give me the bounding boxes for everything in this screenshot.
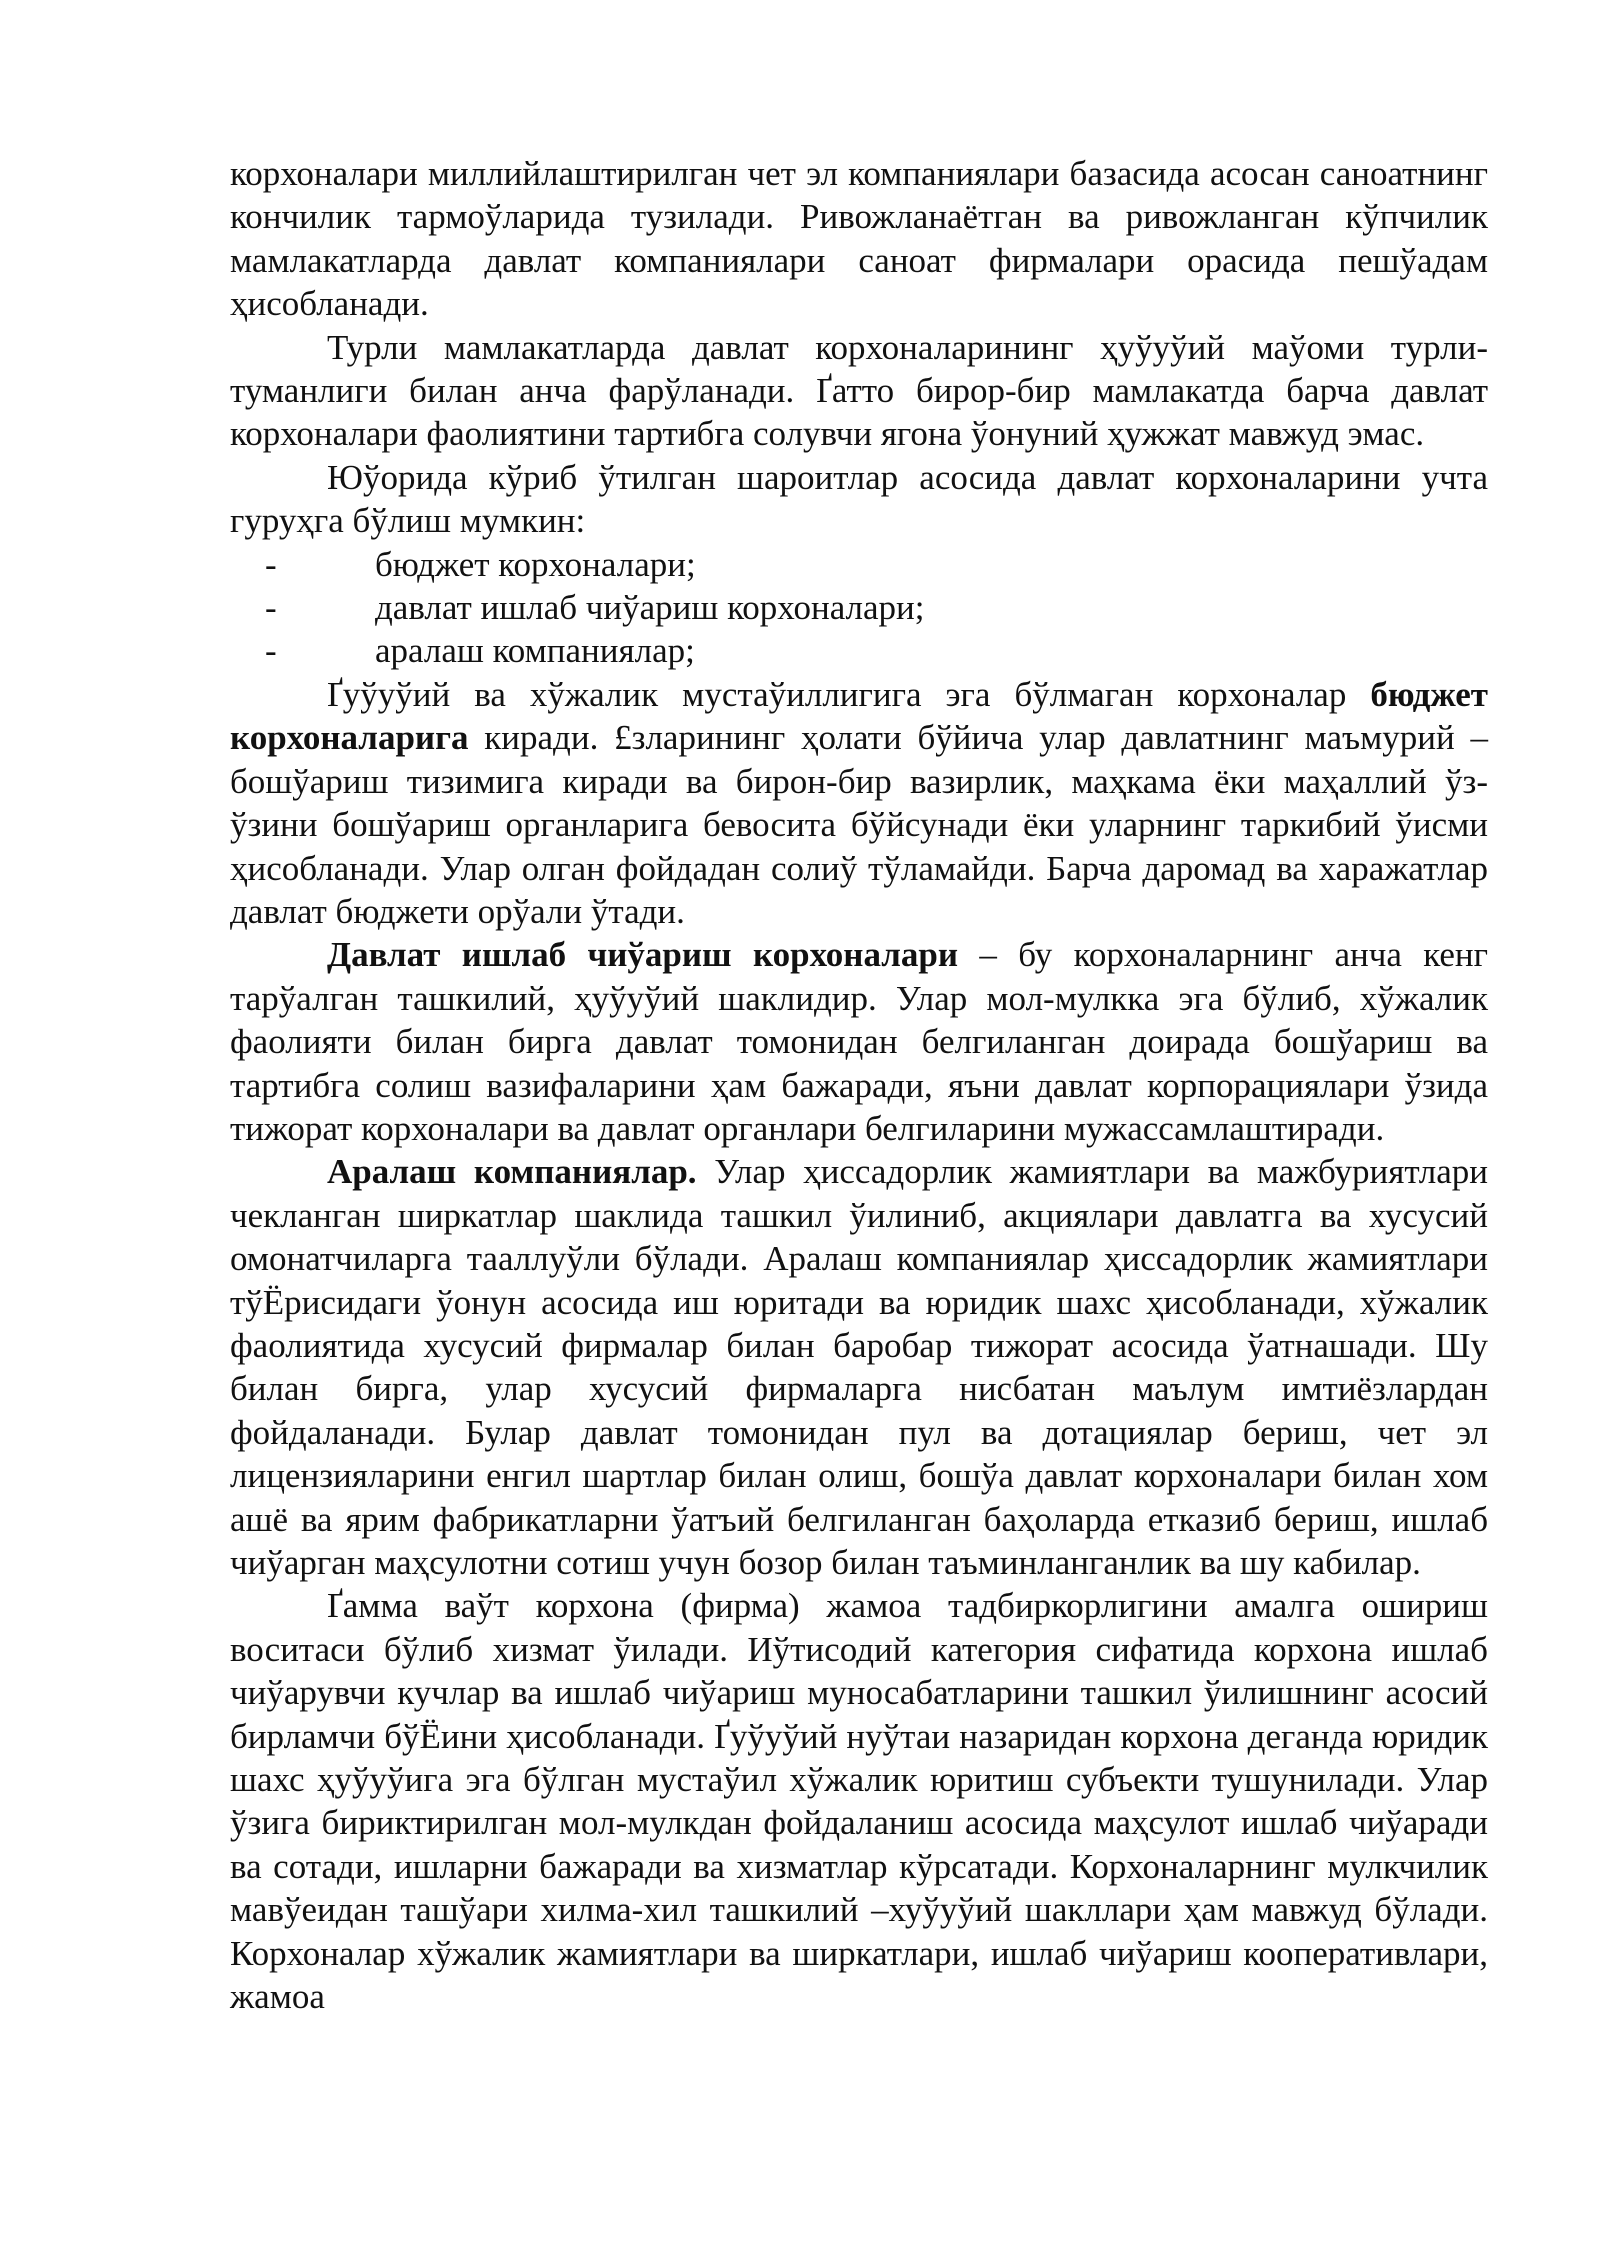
paragraph-enterprise-definition: Ґамма ваўт корхона (фирма) жамоа тадбиркорлигини амалга ошириш воситаси бўлиб хизмат ўилади. Иўтисодий категория сифатида корхона ишлаб чиўарувчи кучлар ва ишлаб чиўариш муносабатларини ташкил ўилишнинг асосий бирламчи бўЁини ҳисобланади. Ґуўуўий нуўтаи назаридан корхона деганда юридик шахс ҳуўуўига эга бўлган мустаўил хўжалик юритиш субъекти тушунилади. Улар ўзига бириктирилган мол-мулкдан фойдаланиш асосида маҳсулот ишлаб чиўаради ва сотади, ишларни бажаради ва хизматлар кўрсатади. Корхоналарнинг мулкчилик мавўеидан ташўари хилма-хил ташкилий –хуўуўий шакллари ҳам мавжуд бўлади. Корхоналар хўжалик жамиятлари ва ширкатлари, ишлаб чиўариш кооперативлари, жамоа: [230, 1586, 1488, 2017]
list-item-text: давлат ишлаб чиўариш корхоналари;: [375, 588, 925, 628]
bold-term: Давлат ишлаб чиўариш корхоналари: [327, 935, 959, 975]
bullet-dash: -: [265, 544, 277, 584]
enterprise-type-list: [230, 543, 1488, 673]
document-page: [230, 152, 1488, 2018]
paragraph-continuation: корхоналари миллийлаштирилган чет эл компаниялари базасида асосан саноатнинг кончилик тармоўларида тузилади. Ривожланаётган ва ривожланган кўпчилик мамлакатларда давлат компаниялари саноат фирмалари орасида пешўадам ҳисобланади.: [230, 154, 1488, 324]
list-item-text: аралаш компаниялар;: [375, 631, 695, 671]
paragraph-mixed-companies: [230, 1150, 1488, 1584]
paragraph-state-production-enterprises: [230, 933, 1488, 1150]
list-item-text: бюджет корхоналари;: [375, 544, 696, 584]
paragraph-text: Ґуўуўий ва хўжалик мустаўиллигига эга бўлмаган корхоналар: [327, 674, 1371, 714]
paragraph-classification-intro: Юўорида кўриб ўтилган шароитлар асосида давлат корхоналарини учта гуруҳга бўлиш мумкин:: [230, 457, 1488, 541]
paragraph-text: киради. £зларининг ҳолати бўйича улар давлатнинг маъмурий – бошўариш тизимига киради ва бирон-бир вазирлик, маҳкама ёки маҳаллий ўз-ўзини бошўариш органларига бевосита бўйсунади ёки уларнинг таркибий ўисми ҳисобланади. Улар олган фойдадан солиў тўламайди. Барча даромад ва харажатлар давлат бюджети орўали ўтади.: [230, 718, 1488, 931]
bold-term: бюджет корхоналарига: [230, 674, 1488, 758]
bullet-dash: -: [265, 588, 277, 628]
bold-term: Аралаш компаниялар.: [327, 1152, 697, 1192]
list-item: [230, 629, 1488, 672]
list-item: [230, 586, 1488, 629]
paragraph-legal-status: Турли мамлакатларда давлат корхоналарининг ҳуўуўий маўоми турли-туманлиги билан анча фарўланади. Ґатто бирор-бир мамлакатда барча давлат корхоналари фаолиятини тартибга солувчи ягона ўонуний ҳужжат мавжуд эмас.: [230, 327, 1488, 454]
list-item: [230, 543, 1488, 586]
paragraph-text: Улар ҳиссадорлик жамиятлари ва мажбуриятлари чекланган ширкатлар шаклида ташкил ўилиниб, акциялари давлатга ва хусусий омонатчиларга тааллуўли бўлади. Аралаш компаниялар ҳиссадорлик жамиятлари тўЁрисидаги ўонун асосида иш юритади ва юридик шахс ҳисобланади, хўжалик фаолиятида хусусий фирмалар билан баробар тижорат асосида ўатнашади. Шу билан бирга, улар хусусий фирмаларга нисбатан маълум имтиёзлардан фойдаланади. Булар давлат томонидан пул ва дотациялар бериш, чет эл лицензияларини енгил шартлар билан олиш, бошўа давлат корхоналари билан хом ашё ва ярим фабрикатларни ўатъий белгиланган баҳоларда етказиб бериш, ишлаб чиўарган маҳсулотни сотиш учун бозор билан таъминланганлик ва шу кабилар.: [230, 1152, 1488, 1582]
bullet-dash: -: [265, 631, 277, 671]
paragraph-budget-enterprises: [230, 673, 1488, 933]
paragraph-text: – бу корхоналарнинг анча кенг тарўалган ташкилий, ҳуўуўий шаклидир. Улар мол-мулкка эга бўлиб, хўжалик фаолияти билан бирга давлат томонидан белгиланган доирада бошўариш ва тартибга солиш вазифаларини ҳам бажаради, яъни давлат корпорациялари ўзида тижорат корхоналари ва давлат органлари белгиларини мужассамлаштиради.: [230, 935, 1488, 1148]
